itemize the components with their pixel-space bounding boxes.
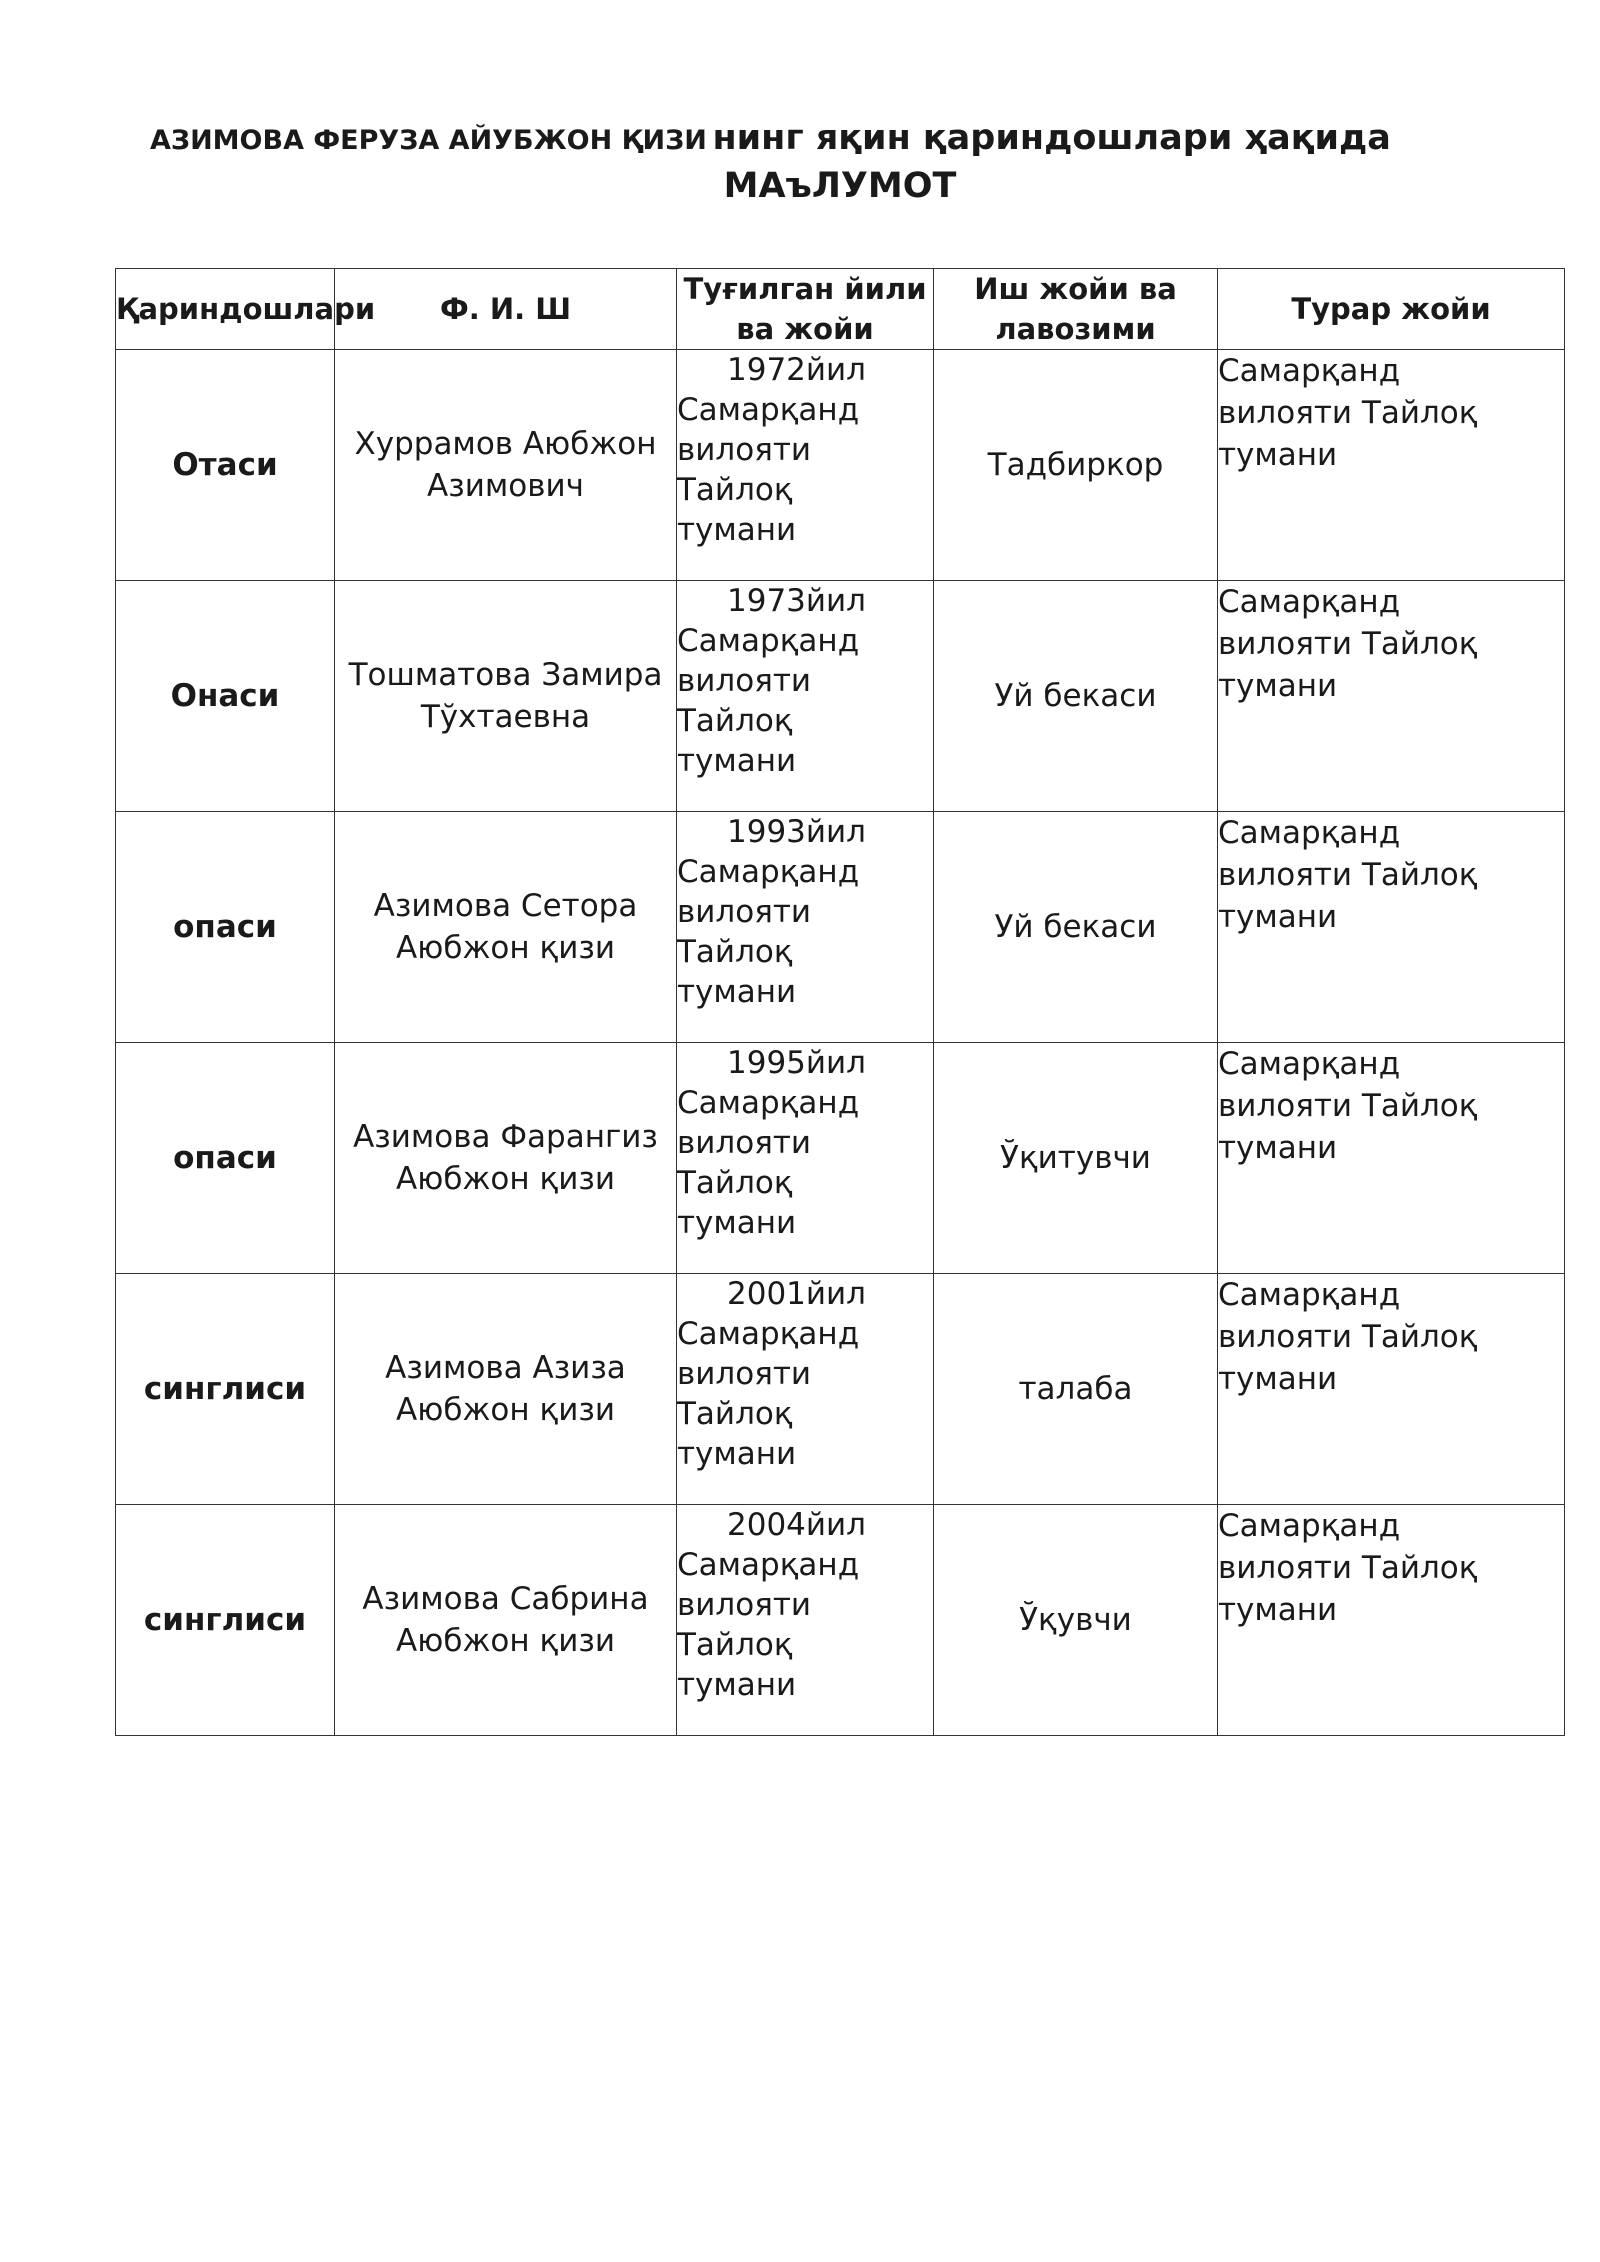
full-name-cell: Азимова Азиза Аюбжон қизи — [335, 1274, 677, 1505]
address-text: Самарқанд вилояти Тайлоқ тумани — [1218, 1046, 1478, 1166]
table-row — [116, 581, 1565, 812]
table-row — [116, 1505, 1565, 1736]
work-cell: Ўқувчи — [934, 1505, 1218, 1736]
address-text: Самарқанд вилояти Тайлоқ тумани — [1218, 353, 1478, 473]
relation-cell: опаси — [116, 1043, 335, 1274]
document-title-line2: МАъЛУМОТ — [723, 166, 957, 206]
full-name-cell: Азимова Фарангиз Аюбжон қизи — [335, 1043, 677, 1274]
address-cell — [1218, 1043, 1565, 1274]
birth-cell — [677, 350, 934, 581]
work-cell: талаба — [934, 1274, 1218, 1505]
full-name-cell: Азимова Сетора Аюбжон қизи — [335, 812, 677, 1043]
header-full-name: Ф. И. Ш — [335, 269, 677, 350]
work-cell: Тадбиркор — [934, 350, 1218, 581]
relatives-table — [115, 268, 1565, 1736]
birth-year: 1973йил — [727, 583, 867, 619]
birth-year: 1993йил — [727, 814, 867, 850]
table-row — [116, 812, 1565, 1043]
work-cell: Ўқитувчи — [934, 1043, 1218, 1274]
full-name-cell: Азимова Сабрина Аюбжон қизи — [335, 1505, 677, 1736]
address-cell — [1218, 812, 1565, 1043]
table-row — [116, 1274, 1565, 1505]
table-row — [116, 350, 1565, 581]
relation-cell: синглиси — [116, 1505, 335, 1736]
relation-cell: синглиси — [116, 1274, 335, 1505]
work-cell: Уй бекаси — [934, 812, 1218, 1043]
address-text: Самарқанд вилояти Тайлоқ тумани — [1218, 1277, 1478, 1397]
birth-cell — [677, 1505, 934, 1736]
work-cell: Уй бекаси — [934, 581, 1218, 812]
full-name-cell: Хуррамов Аюбжон Азимович — [335, 350, 677, 581]
relation-cell: Отаси — [116, 350, 335, 581]
address-text: Самарқанд вилояти Тайлоқ тумани — [1218, 584, 1478, 704]
birth-place: Самарқанд вилояти Тайлоқ тумани — [677, 1085, 860, 1241]
full-name-cell: Тошматова Замира Тўхтаевна — [335, 581, 677, 812]
relation-cell: опаси — [116, 812, 335, 1043]
address-cell — [1218, 1274, 1565, 1505]
birth-cell — [677, 581, 934, 812]
birth-place: Самарқанд вилояти Тайлоқ тумани — [677, 392, 860, 548]
header-address: Турар жойи — [1218, 269, 1565, 350]
birth-year: 2001йил — [727, 1276, 867, 1312]
birth-place: Самарқанд вилояти Тайлоқ тумани — [677, 854, 860, 1010]
title-subject: нинг яқин қариндошлари ҳақида — [712, 118, 1391, 158]
birth-cell — [677, 1274, 934, 1505]
address-text: Самарқанд вилояти Тайлоқ тумани — [1218, 815, 1478, 935]
relation-cell: Онаси — [116, 581, 335, 812]
birth-place: Самарқанд вилояти Тайлоқ тумани — [677, 623, 860, 779]
birth-year: 1995йил — [727, 1045, 867, 1081]
birth-place: Самарқанд вилояти Тайлоқ тумани — [677, 1547, 860, 1703]
address-cell — [1218, 350, 1565, 581]
address-cell — [1218, 1505, 1565, 1736]
address-cell — [1218, 581, 1565, 812]
address-text: Самарқанд вилояти Тайлоқ тумани — [1218, 1508, 1478, 1628]
birth-year: 1972йил — [727, 352, 867, 388]
table-row — [116, 1043, 1565, 1274]
birth-cell — [677, 1043, 934, 1274]
birth-place: Самарқанд вилояти Тайлоқ тумани — [677, 1316, 860, 1472]
header-birth: Туғилган йили ва жойи — [677, 269, 934, 350]
table-header-row — [116, 269, 1565, 350]
header-relation: Қариндошлари — [116, 269, 335, 350]
header-work: Иш жойи ва лавозими — [934, 269, 1218, 350]
birth-cell — [677, 812, 934, 1043]
title-person-name: АЗИМОВА ФЕРУЗА АЙУБЖОН ҚИЗИ — [150, 125, 707, 156]
birth-year: 2004йил — [727, 1507, 867, 1543]
document-title — [150, 118, 1450, 158]
